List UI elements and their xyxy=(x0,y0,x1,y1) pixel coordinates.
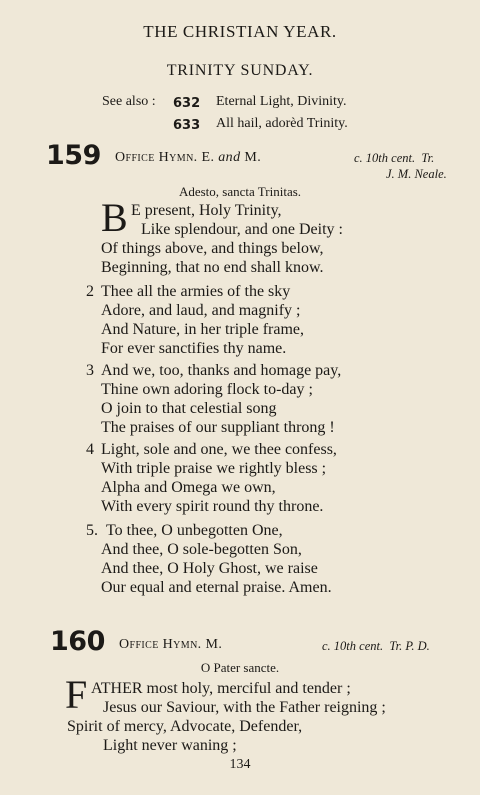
drop-cap: B xyxy=(101,195,128,240)
see-also-title-2: All hail, adorèd Trinity. xyxy=(216,116,348,131)
use-label: M. xyxy=(205,637,223,652)
verse-line: Light, sole and one, we thee confess, xyxy=(101,441,337,458)
office-label: Office Hymn. xyxy=(119,637,202,652)
verse-number: 5. xyxy=(86,522,98,539)
verse-line: Like splendour, and one Deity : xyxy=(141,221,343,238)
use-label: E. xyxy=(201,150,215,165)
verse-line: And we, too, thanks and homage pay, xyxy=(101,362,342,379)
section-title: TRINITY SUNDAY. xyxy=(166,62,314,79)
verse-line: With every spirit round thy throne. xyxy=(101,498,324,515)
verse-line: The praises of our suppliant throng ! xyxy=(101,419,335,436)
verse-line: Of things above, and things below, xyxy=(101,240,324,257)
verse-line: Beginning, that no end shall know. xyxy=(101,259,324,276)
verse-line: Alpha and Omega we own, xyxy=(101,479,276,496)
running-head: THE CHRISTIAN YEAR. xyxy=(143,22,337,41)
see-also-number-2: 633 xyxy=(173,118,201,133)
verse-line: Thine own adoring flock to-day ; xyxy=(101,381,313,398)
hymn-number: 159 xyxy=(46,140,101,171)
see-also-title-1: Eternal Light, Divinity. xyxy=(216,94,347,109)
hymn-date: c. 10th cent. Tr. P. D. xyxy=(322,639,430,653)
verse-line: To thee, O unbegotten One, xyxy=(106,522,283,539)
verse-line: O join to that celestial song xyxy=(101,400,277,417)
hymn-office-line xyxy=(115,150,261,166)
verse-line: And Nature, in her triple frame, xyxy=(101,321,305,338)
verse-line: ATHER most holy, merciful and tender ; xyxy=(91,680,351,697)
latin-title: O Pater sancte. xyxy=(200,660,280,675)
verse-line: Light never waning ; xyxy=(103,737,237,754)
verse-line: Our equal and eternal praise. Amen. xyxy=(101,579,332,596)
hymn-number: 160 xyxy=(50,626,105,657)
verse-line: With triple praise we rightly bless ; xyxy=(101,460,327,477)
drop-cap: F xyxy=(65,672,88,717)
see-also-number-1: 632 xyxy=(173,96,201,111)
hymn-office-line xyxy=(119,637,222,653)
verse-line: For ever sanctifies thy name. xyxy=(101,340,287,357)
see-also-label: See also : xyxy=(102,94,156,109)
verse-line: Spirit of mercy, Advocate, Defender, xyxy=(67,718,303,735)
verse-line: Adore, and laud, and magnify ; xyxy=(101,302,301,319)
hymn-date: c. 10th cent. Tr. xyxy=(354,151,435,165)
verse-line: Jesus our Saviour, with the Father reigning ; xyxy=(103,699,386,716)
latin-title: Adesto, sancta Trinitas. xyxy=(178,184,302,199)
hymn-translator: J. M. Neale. xyxy=(386,167,447,181)
verse-line: E present, Holy Trinity, xyxy=(131,202,282,219)
verse-number: 4 xyxy=(86,441,94,458)
and-label: and xyxy=(218,150,241,165)
office-label: Office Hymn. xyxy=(115,150,198,165)
verse-number: 2 xyxy=(86,283,94,300)
verse-line: And thee, O sole-begotten Son, xyxy=(101,541,302,558)
verse-line: Thee all the armies of the sky xyxy=(101,283,291,300)
verse-number: 3 xyxy=(86,362,94,379)
verse-line: And thee, O Holy Ghost, we raise xyxy=(101,560,318,577)
page-number: 134 xyxy=(229,757,251,772)
use-label-2: M. xyxy=(244,150,262,165)
